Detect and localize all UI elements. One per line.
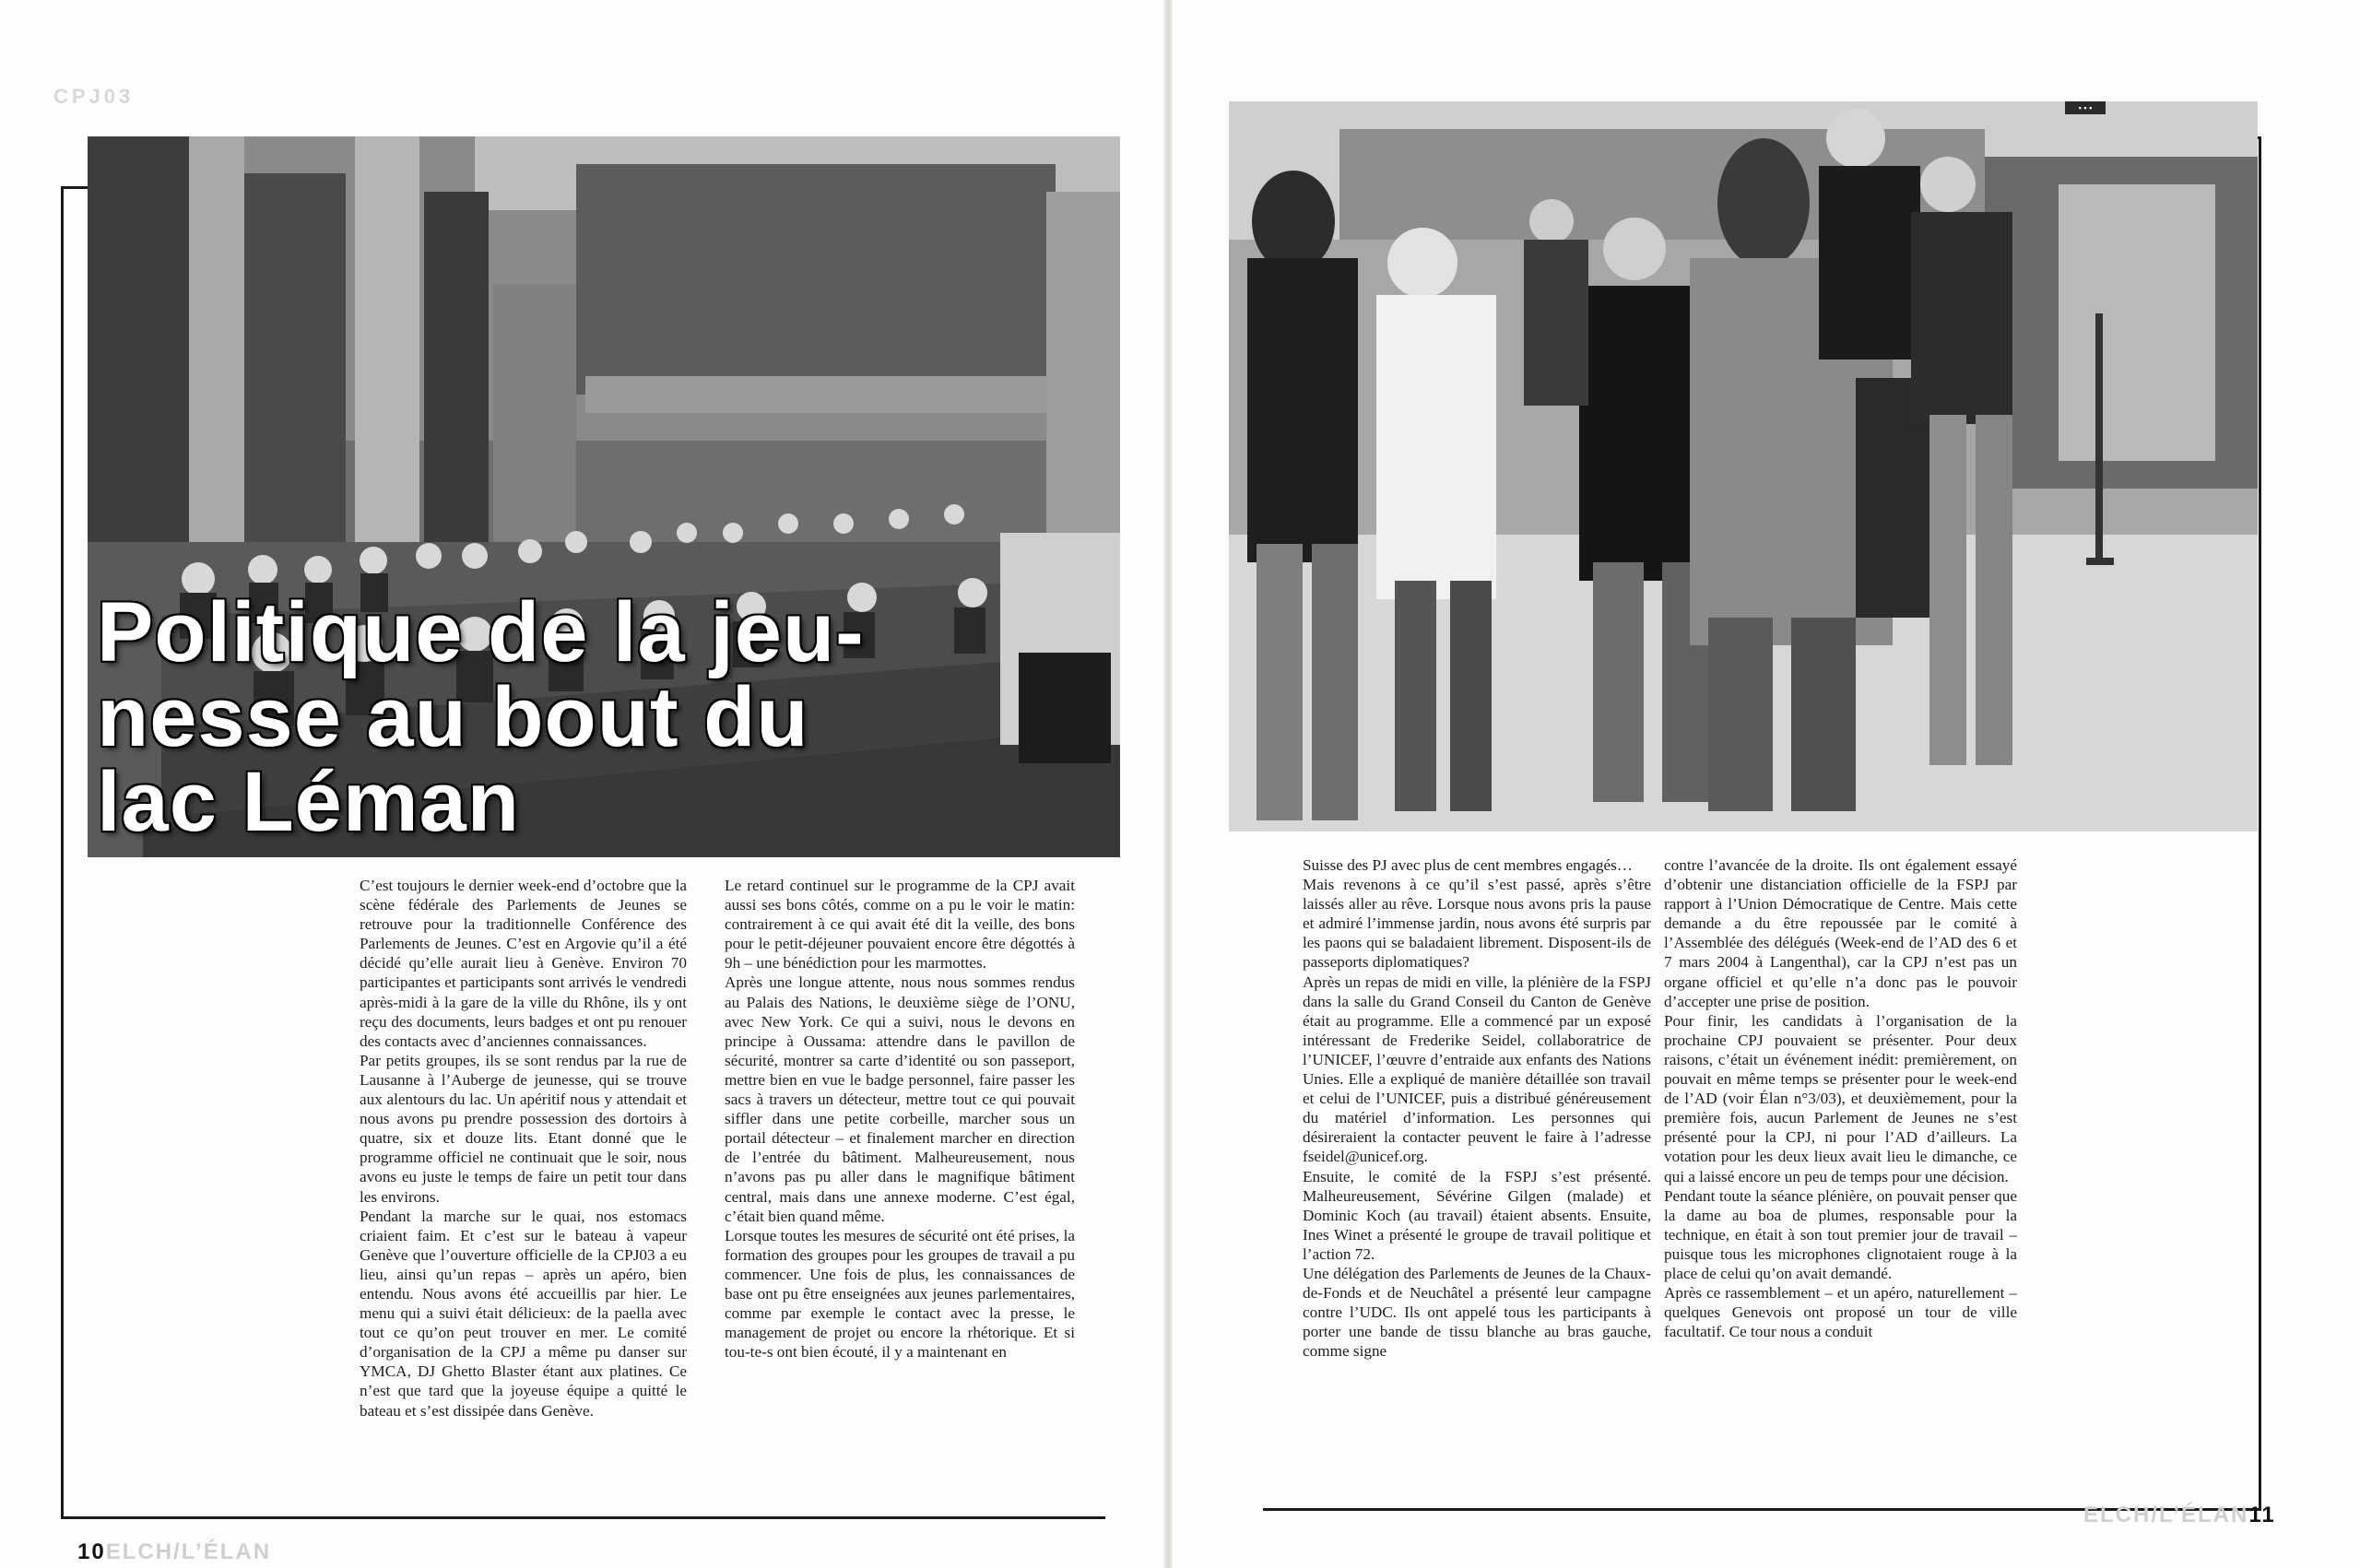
corner-mark: ▪ ▪ ▪ <box>2065 101 2106 114</box>
paragraph: C’est toujours le dernier week-end d’octobre que la scène fédérale des Parlements de Jeunes se retrouve pour la traditionnelle Conférence des Parlements de Jeunes. C’est en Argovie qu’il a été décidé qu’elle aurait lieu à Genève. Environ 70 participantes et participants sont arrivés le vendredi après-midi à la gare de la ville du Rhône, ils y ont reçu des documents, leurs badges et ont pu renouer des contacts avec d’anciennes connaissances. <box>360 877 687 1050</box>
paragraph: Ensuite, le comité de la FSPJ s’est présenté. Malheureusement, Sévérine Gilgen (malade) et Dominic Koch (au travail) étaient absents. Ensuite, Ines Winet a présenté le groupe de travail politique et l’action 72. <box>1303 1167 1651 1263</box>
paragraph: Après un repas de midi en ville, la plénière de la FSPJ dans la salle du Grand Conseil du Canton de Genève était au programme. Elle a commencé par un exposé intéressant de Frederike Seidel, collaboratrice de l’UNICEF, l’œuvre d’entraide aux enfants des Nations Unies. Elle a expliqué de manière détaillée son travail et celui de l’UNICEF, puis a distribué généreusement du matériel d’information. Les personnes qui désireraient la contacter peuvent le faire à l’adresse fseidel@unicef.org. <box>1303 973 1651 1166</box>
lobby-group-image <box>1229 101 2258 831</box>
magazine-name: ELCH/L’ÉLAN <box>105 1539 272 1564</box>
article-column-2 <box>725 876 1075 1362</box>
page-folio-left <box>77 1539 271 1565</box>
paragraph: Suisse des PJ avec plus de cent membres engagés… <box>1303 856 1633 874</box>
paragraph: Le retard continuel sur le programme de la CPJ avait aussi ses bons côtés, comme on a pu le voir le matin: contrairement à ce qui avait été dit la veille, des bons pour le petit-déjeuner pouvaient encore être dégottés à 9h – une bénédiction pour les marmottes. <box>725 877 1075 973</box>
paragraph: Pendant toute la séance plénière, on pouvait penser que la dame au boa de plumes, responsable pour la technique, en était à son tout premier jour de travail – puisque tous les microphones clignotaient rouge à la place de celui qu’on avait demandé. <box>1664 1186 2017 1282</box>
paragraph: Pour finir, les candidats à l’organisation de la prochaine CPJ pouvaient se présenter. Pour deux raisons, c’était un événement inédit: premièrement, on pouvait en même temps se présenter pour le week-end de l’AD (voir Élan n°3/03), et deuxièmement, pour la première fois, aucun Parlement de Jeunes ne s’est présenté pour la CPJ, ni pour l’AD d’ailleurs. La votation pour les deux lieux avait lieu le dimanche, ce qui a laissé encore un peu de temps pour une décision. <box>1664 1011 2017 1185</box>
lobby-group-photo <box>1229 101 2258 831</box>
article-column-3 <box>1303 855 1651 1361</box>
page-number: 11 <box>2248 1503 2276 1527</box>
paragraph: Après ce rassemblement – et un apéro, naturellement – quelques Genevois ont proposé un tour de ville facultatif. Ce tour nous a conduit <box>1664 1284 2017 1341</box>
page-folio-right <box>2083 1503 2276 1528</box>
paragraph: Par petits groupes, ils se sont rendus par la rue de Lausanne à l’Auberge de jeunesse, qui se trouve aux alentours du lac. Un apéritif nous y attendait et nous avons pu prendre possession des dortoirs à quatre, six et douze lits. Etant donné que le programme officiel ne continuait que le soir, nous avons eu juste le temps de faire un petit tour dans les environs. <box>360 1051 687 1206</box>
paragraph: Pendant la marche sur le quai, nos estomacs criaient faim. Et c’est sur le bateau à vapeur Genève que l’ouverture officielle de la CPJ03 a eu lieu, ainsi qu’un repas – après un apéro, bien entendu. Nous avons été accueillis par hier. Le menu qui a suivi était délicieux: de la paella avec tout ce qu’on peut trouver en mer. Le comité d’organisation de la CPJ a même pu danser sur YMCA, DJ Ghetto Blaster étant aux platines. Ce n’est que tard que la joyeuse équipe a quitté le bateau et s’est dissipée dans Genève. <box>360 1207 687 1420</box>
running-head: CPJ03 <box>53 85 135 108</box>
article-column-4 <box>1664 855 2017 1341</box>
article-headline: Politique de la jeu- nesse au bout du lac Léman <box>97 585 865 849</box>
page-number: 10 <box>77 1539 106 1564</box>
paragraph: contre l’avancée de la droite. Ils ont également essayé d’obtenir une distanciation officielle de la FSPJ par rapport à l’Union Démocratique de Centre. Mais cette demande a du être repoussée par le comité à l’Assemblée des délégués (Week-end de l’AD des 6 et 7 mars 2004 à Langenthal), car la CPJ n’est pas un organe officiel et qu’elle n’a donc pas le pouvoir d’accepter une prise de position. <box>1664 856 2017 1010</box>
page-gutter <box>1163 0 1173 1568</box>
paragraph: Mais revenons à ce qu’il s’est passé, après s’être laissés aller au rêve. Lorsque nous avons pris la pause et admiré l’immense jardin, nous avons été surpris par les paons qui se baladaient librement. Disposent-ils de passeports diplomatiques? <box>1303 876 1651 972</box>
article-column-1 <box>360 876 687 1421</box>
paragraph: Une délégation des Parlements de Jeunes de la Chaux-de-Fonds et de Neuchâtel a présenté leur campagne contre l’UDC. Ils ont appelé tous les participants à porter une bande de tissu blanche au bras gauche, comme signe <box>1303 1264 1651 1361</box>
magazine-name: ELCH/L’ÉLAN <box>2083 1503 2249 1527</box>
paragraph: Lorsque toutes les mesures de sécurité ont été prises, la formation des groupes pour les groupes de travail a pu commencer. Une fois de plus, les connaissances de base ont pu être enseignées aux jeunes parlementaires, comme par exemple le contact avec la presse, le management de projet ou encore la rhétorique. Et si tou-te-s ont bien écouté, il y a maintenant en <box>725 1226 1075 1362</box>
paragraph: Après une longue attente, nous nous sommes rendus au Palais des Nations, le deuxième siège de l’ONU, avec New York. Ce qui a suivi, nous le devons en principe à Oussama: attendre dans le pavillon de sécurité, montrer sa carte d’identité ou son passeport, mettre bien en vue le badge personnel, faire passer les sacs à travers un détecteur, mettre tout ce qui pouvait siffler dans une petite corbeille, marcher sous un portail détecteur – et finalement marcher en direction de l’entrée du bâtiment. Malheureusement, nous n’avons pas pu aller dans le magnifique bâtiment central, mais dans une annexe moderne. C’est égal, c’était bien quand même. <box>725 973 1075 1225</box>
